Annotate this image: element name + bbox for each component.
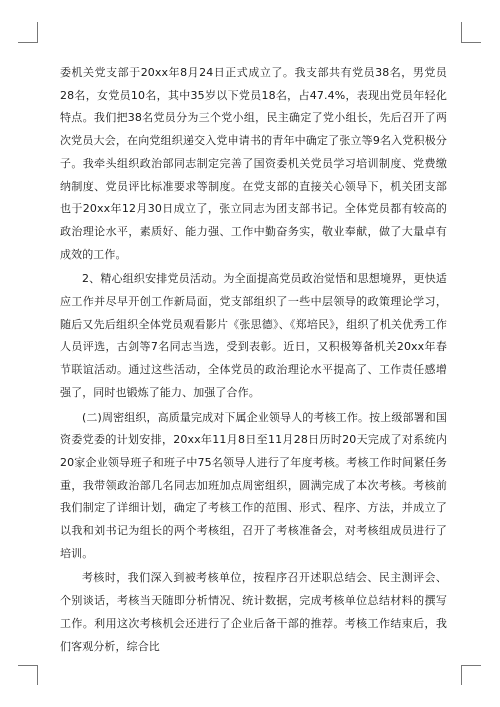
- paragraph-party-member-activities: 2、精心组织安排党员活动。为全面提高党员政治觉悟和思想境界，更快适应工作并尽早开创工作新局面，党支部组织了一些中层领导的政策理论学习，随后又先后组织全体党员观看影片《张思德》、《郑培民》，组织了机关优秀工作人员评选，古剑等7名同志当选，受到表彰。近日，又积极筹备机关20xx年春节联谊活动。通过这些活动，全体党员的政治理论水平提高了、工作责任感增强了，同时也锻炼了能力、加强了合作。: [60, 272, 447, 399]
- crop-mark-top-right-horizontal: [461, 42, 481, 43]
- paragraph-party-branch-establishment: 委机关党支部于20xx年8月24日正式成立了。我支部共有党员38名，男党员28名，女党员10名，其中35岁以下党员18名，占47.4%，表现出党员年轻化特点。我们把38名党员分为三个党小组，民主确定了党小组长，先后召开了两次党员大会，在向党组织递交入党申请书的青年中确定了张立等9名入党积极分子。我牵头组织政治部同志制定完善了国资委机关党员学习培训制度、党费缴纳制度、党员评比标准要求等制度。在党支部的直接关心领导下，机关团支部也于20xx年12月30日成立了，张立同志为团支部书记。全体党员都有较高的政治理论水平，素质好、能力强、工作中勤奋务实，敬业奉献，做了大量卓有成效的工作。: [60, 66, 447, 261]
- crop-mark-bottom-left-horizontal: [18, 665, 38, 666]
- paragraph-assessment-process: 考核时，我们深入到被考核单位，按程序召开述职总结会、民主测评会、个别谈话，考核当天随即分析情况、统计数据，完成考核单位总结材料的撰写工作。利用这次考核机会还进行了企业后备干部的推荐。考核工作结束后，我们客观分析，综合比: [60, 571, 447, 653]
- document-body: [60, 62, 447, 658]
- paragraph-leader-assessment: (二)周密组织，高质量完成对下属企业领导人的考核工作。按上级部署和国资委党委的计划安排，20xx年11月8日至11月28日历时20天完成了对系统内20家企业领导班子和班子中75名领导人进行了年度考核。考核工作时间紧任务重，我带领政治部几名同志加班加点周密组织，圆满完成了本次考核。考核前我们制定了详细计划，确定了考核工作的范围、形式、程序、方法，并成立了以我和刘书记为组长的两个考核组，召开了考核准备会，对考核组成员进行了培训。: [60, 410, 447, 560]
- crop-mark-bottom-right-horizontal: [461, 665, 481, 666]
- crop-mark-bottom-right-vertical: [461, 665, 462, 685]
- crop-mark-top-left-horizontal: [18, 42, 38, 43]
- crop-mark-top-left-vertical: [37, 22, 38, 42]
- crop-mark-top-right-vertical: [461, 22, 462, 42]
- crop-mark-bottom-left-vertical: [37, 665, 38, 685]
